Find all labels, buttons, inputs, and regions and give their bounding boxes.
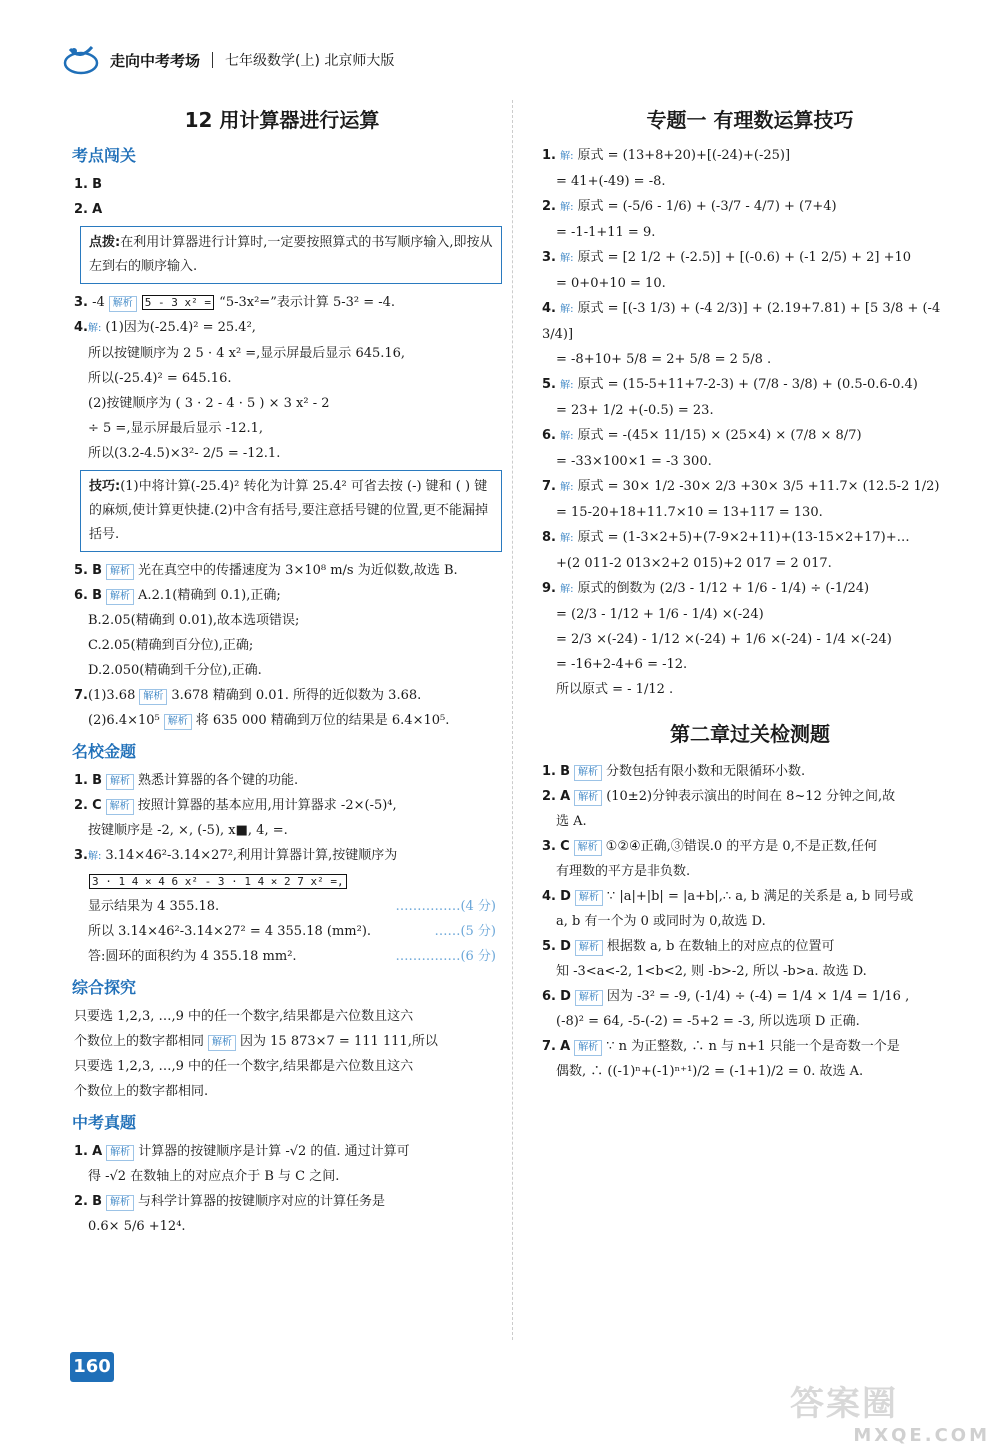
answer-line: = -33×100×1 = -3 300. — [556, 454, 712, 469]
book-subtitle: 七年级数学(上) 北京师大版 — [225, 53, 395, 69]
answer-line: 5. D 解析 根据数 a, b 在数轴上的对应点的位置可 — [542, 939, 835, 954]
right-column — [530, 100, 970, 1084]
answer-line: 所以按键顺序为 2 5 · 4 x² =,显示屏最后显示 645.16, — [88, 346, 406, 361]
answer-line: 6. 解: 原式 = -(45× 11/15) × (25×4) × (7/8 × 8/7) — [542, 428, 862, 443]
answer-line: +(2 011-2 013×2+2 015)+2 017 = 2 017. — [556, 556, 832, 571]
publisher-logo-icon — [62, 43, 100, 77]
answer-line: 4.解: (1)因为(-25.4)² = 25.4², — [74, 320, 256, 335]
answer-line: = -1-1+11 = 9. — [556, 225, 656, 240]
answer-line: 2. C 解析 按照计算器的基本应用,用计算器求 -2×(-5)⁴, — [74, 798, 397, 813]
watermark-logo: 答案圈 MXQE.COM — [790, 1384, 990, 1446]
answer-line: 1. A 解析 计算器的按键顺序是计算 -√2 的值. 通过计算可 — [74, 1144, 410, 1159]
answer-line: (-8)² = 64, -5-(-2) = -5+2 = -3, 所以选项 D 正确. — [556, 1014, 860, 1029]
page-header — [62, 40, 394, 80]
answer-line: = 23+ 1/2 +(-0.5) = 23. — [556, 403, 714, 418]
answer-line: 选 A. — [556, 814, 587, 829]
answer-line: 4. D 解析 ∵ |a|+|b| = |a+b|,∴ a, b 满足的关系是 a, b 同号或 — [542, 889, 914, 904]
page-number: 160 — [70, 1352, 114, 1382]
answer-line: ÷ 5 =,显示屏最后显示 -12.1, — [88, 421, 264, 436]
answer-line: 7.(1)3.68 解析 3.678 精确到 0.01. 所得的近似数为 3.68. — [74, 688, 422, 703]
answer-line: D.2.050(精确到千分位),正确. — [88, 663, 262, 678]
answer-line: 4. 解: 原式 = [(-3 1/3) + (-4 2/3)] + (2.19+7.81) + [5 3/8 + (-4 3/4)] — [542, 301, 941, 342]
answer-line: = -16+2-4+6 = -12. — [556, 657, 688, 672]
answer-line: 偶数, ∴ ((-1)ⁿ+(-1)ⁿ⁺¹)/2 = (-1+1)/2 = 0. 故选 A. — [556, 1064, 864, 1079]
answer-line: 只要选 1,2,3, …,9 中的任一个数字,结果都是六位数且这六 — [74, 1059, 414, 1074]
answer-line: B.2.05(精确到 0.01),故本选项错误; — [88, 613, 300, 628]
answer-line: 5. 解: 原式 = (15-5+11+7-2-3) + (7/8 - 3/8) + (0.5-0.6-0.4) — [542, 377, 918, 392]
answer-line: 5. B 解析 光在真空中的传播速度为 3×10⁸ m/s 为近似数,故选 B. — [74, 563, 458, 578]
answer-line: = 0+0+10 = 10. — [556, 276, 666, 291]
answer-line: 按键顺序是 -2, ×, (-5), x■, 4, =. — [88, 823, 288, 838]
subheading-zhongkao: 中考真题 — [72, 1113, 137, 1132]
tip-box-dianbo: 点拨:在利用计算器进行计算时,一定要按照算式的书写顺序输入,即按从左到右的顺序输入. — [80, 226, 502, 284]
answer-line: (2)按键顺序为 ( 3 · 2 - 4 · 5 ) × 3 x² - 2 — [88, 396, 330, 411]
answer-line: 1. B 解析 分数包括有限小数和无限循环小数. — [542, 764, 806, 779]
answer-line: = -8+10+ 5/8 = 2+ 5/8 = 2 5/8 . — [556, 352, 772, 367]
subheading-zonghe: 综合探究 — [72, 978, 137, 997]
answer-line: 3. 解: 原式 = [2 1/2 + (-2.5)] + [(-0.6) + (-1 2/5) + 2] +10 — [542, 250, 912, 265]
answer-line: = 41+(-49) = -8. — [556, 174, 666, 189]
answer-line: 0.6× 5/6 +12⁴. — [88, 1219, 186, 1234]
answer-line: 9. 解: 原式的倒数为 (2/3 - 1/12 + 1/6 - 1/4) ÷ (-1/24) — [542, 581, 870, 596]
answer-line: 所以 3.14×46²-3.14×27² = 4 355.18 (mm²). ……(5 分) — [88, 924, 496, 939]
answer-line: = 15-20+18+11.7×10 = 13+117 = 130. — [556, 505, 823, 520]
answer-line: 1. 解: 原式 = (13+8+20)+[(-24)+(-25)] — [542, 148, 791, 163]
subheading-mingxiao: 名校金题 — [72, 742, 137, 761]
answer-line: 所以原式 = - 1/12 . — [556, 682, 674, 697]
answer-line: 3. C 解析 ①②④正确,③错误.0 的平方是 0,不是正数,任何 — [542, 839, 877, 854]
answer-line: 所以(3.2-4.5)×3²- 2/5 = -12.1. — [88, 446, 281, 461]
section-title-12: 12 用计算器进行运算 — [184, 108, 380, 132]
answer-line: 3. -4 解析 5 - 3 x² = “5-3x²=”表示计算 5-3² = -4. — [74, 295, 396, 310]
answer-line: 7. A 解析 ∵ n 为正整数, ∴ n 与 n+1 只能一个是奇数一个是 — [542, 1039, 900, 1054]
section-title-topic1: 专题一 有理数运算技巧 — [646, 108, 854, 132]
answer-line: 1. B 解析 熟悉计算器的各个键的功能. — [74, 773, 299, 788]
answer-line: 6. D 解析 因为 -3² = -9, (-1/4) ÷ (-4) = 1/4 × 1/4 = 1/16 , — [542, 989, 910, 1004]
answer-line: 只要选 1,2,3, …,9 中的任一个数字,结果都是六位数且这六 — [74, 1009, 414, 1024]
left-column — [62, 100, 502, 1239]
answer-line: 2. A 解析 (10±2)分钟表示演出的时间在 8~12 分钟之间,故 — [542, 789, 896, 804]
answer-line: (2)6.4×10⁵ 解析 将 635 000 精确到万位的结果是 6.4×10⁵. — [88, 713, 450, 728]
answer-line: 3.解: 3.14×46²-3.14×27²,利用计算器计算,按键顺序为 — [74, 848, 398, 863]
section-title-chapter2-test: 第二章过关检测题 — [670, 722, 830, 746]
answer-line: 1. B — [74, 177, 103, 192]
answer-line: = 2/3 ×(-24) - 1/12 ×(-24) + 1/6 ×(-24) - 1/4 ×(-24) — [556, 632, 892, 647]
answer-line: 7. 解: 原式 = 30× 1/2 -30× 2/3 +30× 3/5 +11.7× (12.5-2 1/2) — [542, 479, 940, 494]
answer-line: 2. B 解析 与科学计算器的按键顺序对应的计算任务是 — [74, 1194, 386, 1209]
subheading-kaodian: 考点闯关 — [72, 146, 137, 165]
answer-line: 有理数的平方是非负数. — [556, 864, 691, 879]
tip-box-jiqiao: 技巧:(1)中将计算(-25.4)² 转化为计算 25.4² 可省去按 (-) 键和 ( ) 键的麻烦,使计算更快捷.(2)中含有括号,要注意括号键的位置,更不能漏掉括号. — [80, 470, 502, 552]
answer-line: 个数位上的数字都相同. — [74, 1084, 209, 1099]
answer-line: C.2.05(精确到百分位),正确; — [88, 638, 254, 653]
answer-line: 个数位上的数字都相同 解析 因为 15 873×7 = 111 111,所以 — [74, 1034, 438, 1049]
answer-line: 2. 解: 原式 = (-5/6 - 1/6) + (-3/7 - 4/7) + (7+4) — [542, 199, 837, 214]
column-divider — [512, 100, 513, 1340]
answer-line: 显示结果为 4 355.18. ……………(4 分) — [88, 899, 496, 914]
answer-line: 得 -√2 在数轴上的对应点介于 B 与 C 之间. — [88, 1169, 340, 1184]
answer-line: 答:圆环的面积约为 4 355.18 mm². ……………(6 分) — [88, 949, 496, 964]
answer-line: = (2/3 - 1/12 + 1/6 - 1/4) ×(-24) — [556, 607, 764, 622]
answer-line: 所以(-25.4)² = 645.16. — [88, 371, 232, 386]
answer-line: 8. 解: 原式 = (1-3×2+5)+(7-9×2+11)+(13-15×2+17)+… — [542, 530, 910, 545]
answer-line: 2. A — [74, 202, 103, 217]
answer-line: a, b 有一个为 0 或同时为 0,故选 D. — [556, 914, 766, 929]
key-sequence: 3 · 1 4 × 4 6 x² - 3 · 1 4 × 2 7 x² =, — [62, 869, 502, 894]
answer-line: 知 -3<a<-2, 1<b<2, 则 -b>-2, 所以 -b>a. 故选 D. — [556, 964, 867, 979]
header-separator — [212, 52, 213, 68]
answer-line: 6. B 解析 A.2.1(精确到 0.1),正确; — [74, 588, 281, 603]
book-title: 走向中考考场 — [110, 51, 201, 70]
